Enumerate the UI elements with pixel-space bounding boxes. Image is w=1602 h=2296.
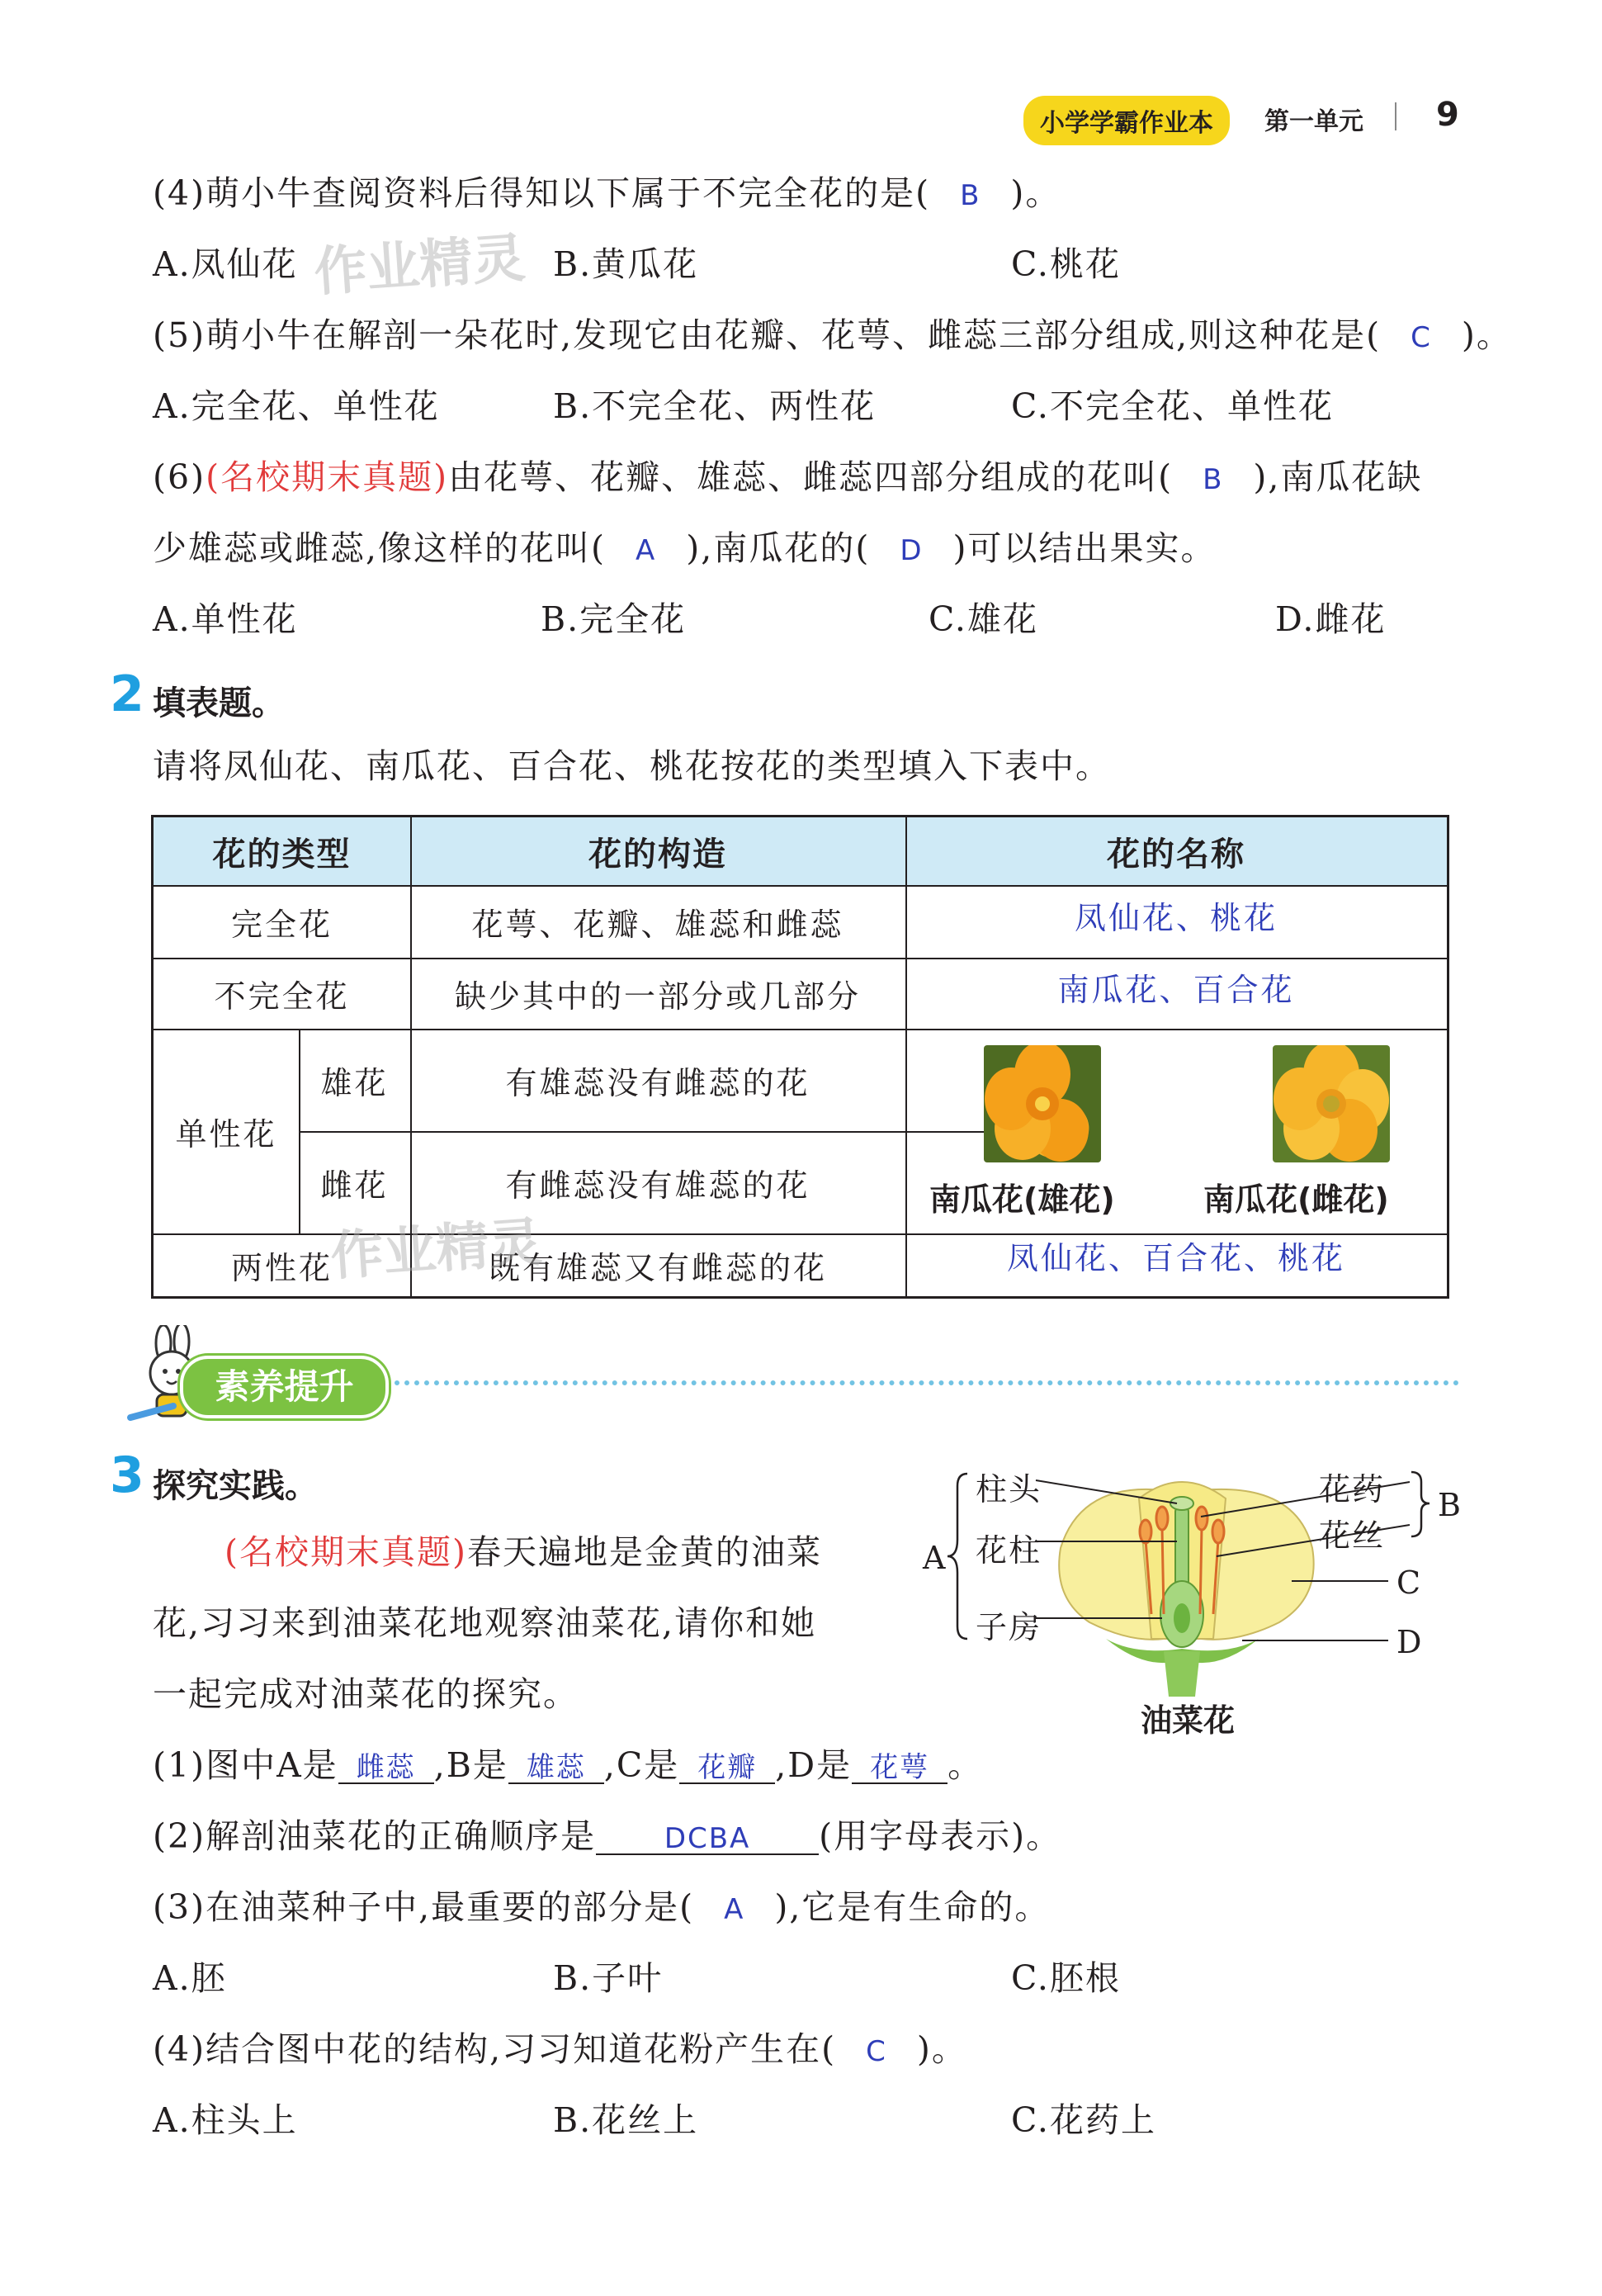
page-number: 9 <box>1436 96 1459 134</box>
row-male-structure: 有雄蕊没有雌蕊的花 <box>505 1064 810 1101</box>
row-complete-answer: 凤仙花、桃花 <box>1074 899 1278 936</box>
header-divider <box>1395 102 1396 130</box>
rape-flower-diagram <box>916 1449 1477 1754</box>
label-filament: 花丝 <box>1319 1517 1386 1554</box>
s3-q2-answer: DCBA <box>664 1822 751 1855</box>
q4-answer: B <box>960 179 981 212</box>
label-anther: 花药 <box>1319 1471 1386 1508</box>
pumpkin-male-flower-image <box>984 1045 1101 1162</box>
s3-q1-answer-a: 雌蕊 <box>356 1751 416 1784</box>
letter-a: A <box>923 1540 946 1576</box>
row-male-type: 雄花 <box>320 1064 389 1101</box>
banner-title: 素养提升 <box>215 1366 354 1407</box>
row-bisexual-type: 两性花 <box>230 1249 333 1286</box>
diagram-caption: 油菜花 <box>1141 1702 1236 1739</box>
q6-line2: 少雄蕊或雌蕊,像这样的花叫( A ),南瓜花的( D )可以结出果实。 <box>153 528 1217 568</box>
q5-option-b: B.不完全花、两性花 <box>553 386 877 426</box>
q4-option-c: C.桃花 <box>1011 244 1121 284</box>
s3-q3-option-a: A.胚 <box>153 1958 227 1998</box>
watermark: 作业精灵 <box>312 228 527 304</box>
s3-q1-answer-b: 雄蕊 <box>526 1751 586 1784</box>
letter-c: C <box>1396 1565 1421 1601</box>
row-bisexual-structure: 既有雄蕊又有雌蕊的花 <box>488 1249 827 1286</box>
watermark-2: 作业精灵 <box>328 1212 544 1288</box>
header-type: 花的类型 <box>212 835 352 873</box>
q5-option-c: C.不完全花、单性花 <box>1011 386 1334 426</box>
row-female-type: 雌花 <box>320 1167 389 1204</box>
q6-line1: (6)(名校期末真题)由花萼、花瓣、雄蕊、雌蕊四部分组成的花叫( B ),南瓜花缺 <box>153 457 1423 497</box>
q6-option-a: A.单性花 <box>153 599 298 639</box>
row-bisexual-answer: 凤仙花、百合花、桃花 <box>1006 1239 1345 1276</box>
book-title-badge: 小学学霸作业本 <box>1023 96 1230 145</box>
q6-answer-3: D <box>900 534 924 567</box>
s3-q4: (4)结合图中花的结构,习习知道花粉产生在( C )。 <box>153 2029 967 2069</box>
s3-q3-answer: A <box>724 1893 745 1926</box>
q6-answer-1: B <box>1203 463 1224 496</box>
header-structure: 花的构造 <box>588 835 727 873</box>
pumpkin-female-flower-image <box>1273 1045 1390 1162</box>
s3-q4-option-c: C.花药上 <box>1011 2100 1156 2140</box>
row-incomplete-type: 不完全花 <box>214 978 350 1015</box>
s3-q1: (1)图中A是 雌蕊 ,B是 雄蕊 ,C是 花瓣 ,D是 花萼 。 <box>153 1745 984 1785</box>
letter-d: D <box>1396 1624 1422 1660</box>
q6-option-d: D.雌花 <box>1275 599 1387 639</box>
row-female-structure: 有雌蕊没有雄蕊的花 <box>505 1167 810 1204</box>
section3-intro-1: (名校期末真题)春天遍地是金黄的油菜 <box>224 1532 822 1572</box>
row-incomplete-answer: 南瓜花、百合花 <box>1057 971 1295 1008</box>
section3-intro-3: 一起完成对油菜花的探究。 <box>153 1674 579 1714</box>
s3-q2: (2)解剖油菜花的正确顺序是 DCBA (用字母表示)。 <box>153 1816 1062 1856</box>
label-stigma: 柱头 <box>976 1471 1042 1508</box>
section2-instruction: 请将凤仙花、南瓜花、百合花、桃花按花的类型填入下表中。 <box>153 746 1111 786</box>
section2-number: 2 <box>110 665 144 723</box>
unit-label: 第一单元 <box>1264 107 1363 136</box>
s3-q1-answer-d: 花萼 <box>870 1751 930 1784</box>
section3-intro-2: 花,习习来到油菜花地观察油菜花,请你和她 <box>153 1603 817 1643</box>
q6-option-b: B.完全花 <box>541 599 687 639</box>
banner-pill <box>180 1356 389 1418</box>
q5-option-a: A.完全花、单性花 <box>153 386 440 426</box>
s3-q4-option-a: A.柱头上 <box>153 2100 298 2140</box>
section3-tag: (名校期末真题) <box>224 1532 467 1572</box>
section3-number: 3 <box>110 1446 144 1504</box>
q4-option-b: B.黄瓜花 <box>553 244 699 284</box>
row-complete-type: 完全花 <box>230 906 333 943</box>
q6-tag: (名校期末真题) <box>206 457 449 497</box>
label-style: 花柱 <box>976 1532 1042 1569</box>
s3-q3-option-b: B.子叶 <box>553 1958 664 1998</box>
banner-dotted-rule <box>395 1380 1459 1385</box>
s3-q4-option-b: B.花丝上 <box>553 2100 699 2140</box>
pumpkin-male-caption: 南瓜花(雄花) <box>929 1181 1115 1218</box>
s3-q4-answer: C <box>866 2035 887 2068</box>
row-incomplete-structure: 缺少其中的一部分或几部分 <box>454 978 861 1015</box>
label-ovary: 子房 <box>976 1609 1042 1645</box>
q6-option-c: C.雄花 <box>929 599 1038 639</box>
letter-b: B <box>1438 1487 1461 1523</box>
s3-q3: (3)在油菜种子中,最重要的部分是( A ),它是有生命的。 <box>153 1887 1051 1927</box>
q6-answer-2: A <box>636 534 657 567</box>
pumpkin-female-caption: 南瓜花(雌花) <box>1203 1181 1389 1218</box>
section3-title: 探究实践。 <box>153 1467 318 1505</box>
s3-q3-option-c: C.胚根 <box>1011 1958 1121 1998</box>
q4-stem: (4)萌小牛查阅资料后得知以下属于不完全花的是( B )。 <box>153 173 1061 213</box>
s3-q1-answer-c: 花瓣 <box>697 1751 758 1784</box>
q4-option-a: A.凤仙花 <box>153 244 298 284</box>
header-name: 花的名称 <box>1107 835 1245 873</box>
q5-stem: (5)萌小牛在解剖一朵花时,发现它由花瓣、花萼、雌蕊三部分组成,则这种花是( C )。 <box>153 315 1512 355</box>
row-complete-structure: 花萼、花瓣、雄蕊和雌蕊 <box>471 906 844 943</box>
section2-title: 填表题。 <box>153 684 285 722</box>
row-unisexual-type: 单性花 <box>175 1115 277 1153</box>
q5-answer: C <box>1411 321 1432 354</box>
